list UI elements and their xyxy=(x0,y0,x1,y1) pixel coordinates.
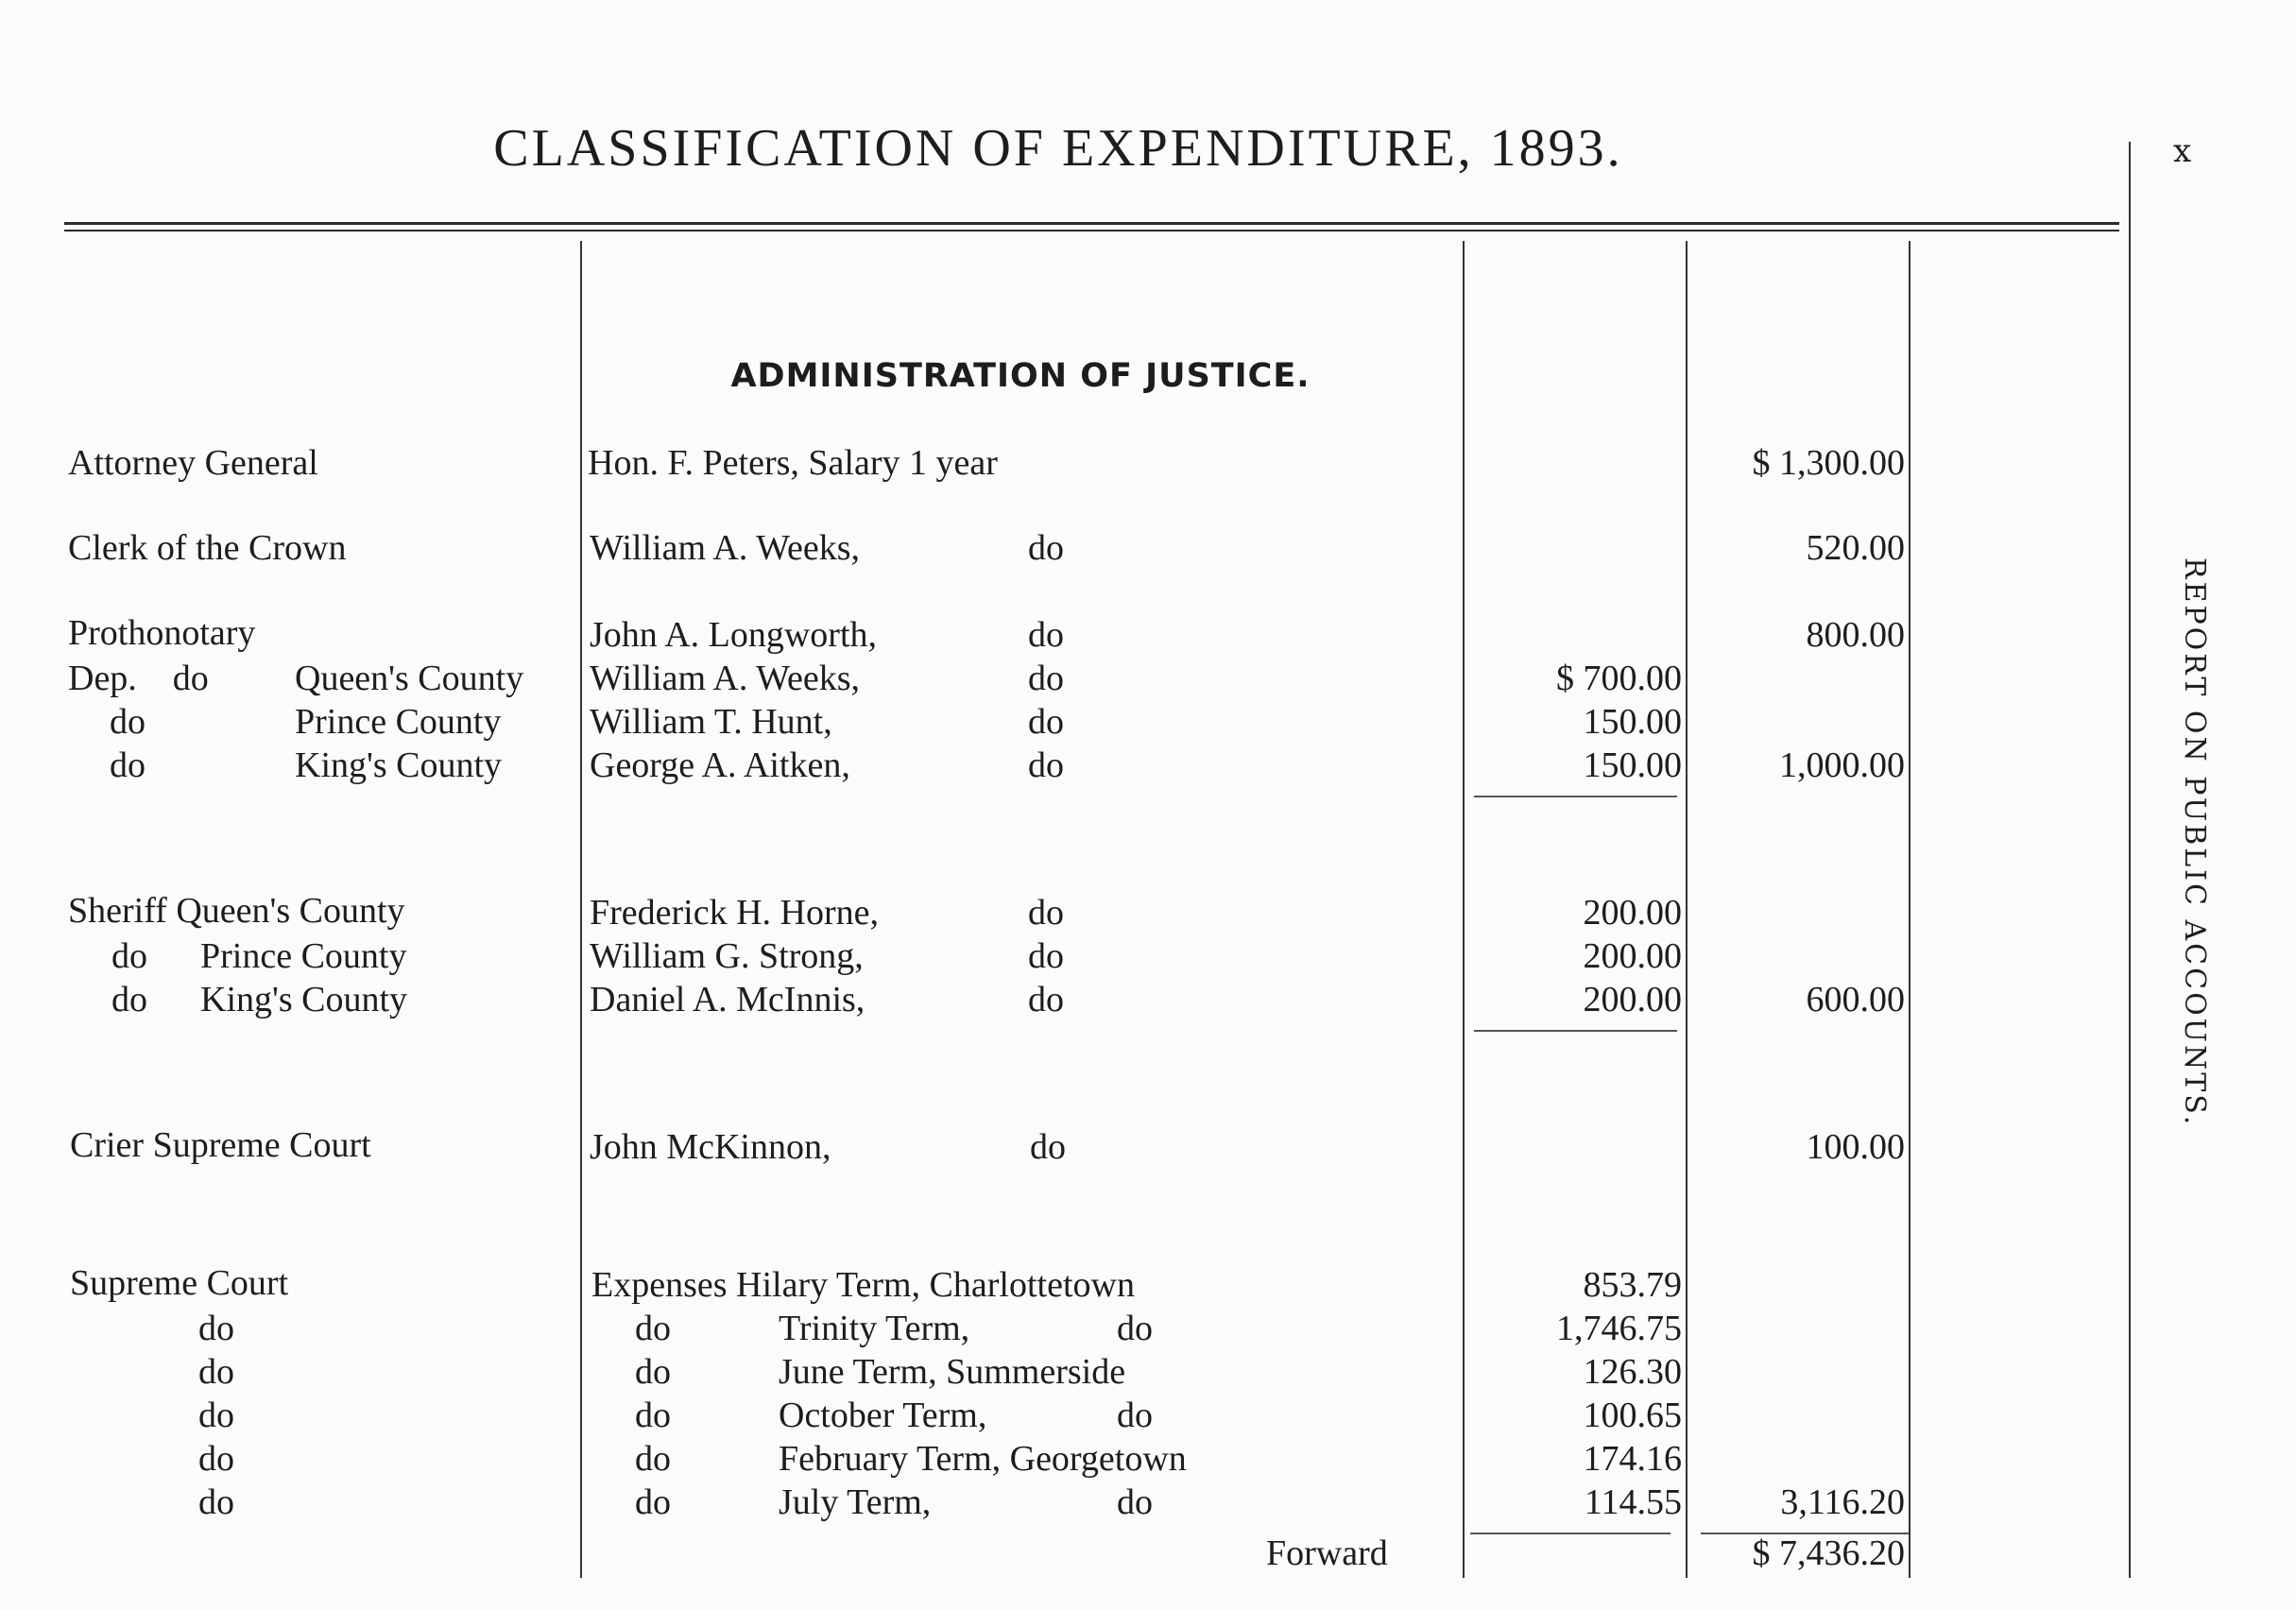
office-label: Prothonotary xyxy=(68,613,256,653)
office-label: Attorney General xyxy=(68,443,318,483)
office-label: do xyxy=(111,980,147,1019)
total-amount: 520.00 xyxy=(1806,528,1905,568)
total-amount: 600.00 xyxy=(1806,980,1905,1019)
item-amount: 200.00 xyxy=(1583,980,1682,1019)
office-label: do xyxy=(198,1309,234,1348)
item-amount: 200.00 xyxy=(1583,936,1682,976)
item-amount: 174.16 xyxy=(1583,1439,1682,1479)
office-label: do xyxy=(198,1352,234,1392)
payee-label: William G. Strong, xyxy=(590,936,864,976)
payee-label: do xyxy=(635,1439,671,1479)
payee-label: John McKinnon, xyxy=(590,1127,831,1167)
item-amount: 100.65 xyxy=(1583,1396,1682,1435)
office-label: do xyxy=(198,1396,234,1435)
forward-rule-left xyxy=(1470,1533,1671,1534)
term-label: June Term, Summerside xyxy=(779,1352,1126,1392)
sub-label: Prince County xyxy=(200,936,407,976)
payee-label: William A. Weeks, xyxy=(590,528,861,568)
ditto-mark: do xyxy=(1028,528,1064,568)
title-rule-bottom xyxy=(64,230,2119,231)
sub-label: Queen's County xyxy=(295,659,524,698)
total-amount: 3,116.20 xyxy=(1780,1482,1905,1522)
ditto-mark: do xyxy=(1028,702,1064,742)
item-amount: 150.00 xyxy=(1583,745,1682,785)
item-amount: 1,746.75 xyxy=(1556,1309,1682,1348)
payee-label: do xyxy=(635,1482,671,1522)
sub-label: Prince County xyxy=(295,702,502,742)
office-label: Supreme Court xyxy=(70,1263,289,1303)
page-marker: x xyxy=(2173,132,2192,170)
office-label: do xyxy=(110,702,146,742)
payee-label: do xyxy=(635,1352,671,1392)
place-label: do xyxy=(1117,1482,1153,1522)
term-label: July Term, xyxy=(779,1482,932,1522)
column-rule-1 xyxy=(580,241,582,1578)
office-label: do xyxy=(198,1439,234,1479)
ditto-mark: do xyxy=(1028,745,1064,785)
ditto-mark: do xyxy=(1028,980,1064,1019)
term-label: October Term, xyxy=(779,1396,987,1435)
side-running-head: REPORT ON PUBLIC ACCOUNTS. xyxy=(2178,557,2211,1128)
ditto-mark: do xyxy=(1030,1127,1066,1167)
payee-label: Hon. F. Peters, Salary 1 year xyxy=(588,443,998,483)
office-label: do xyxy=(111,936,147,976)
sub-label: King's County xyxy=(295,745,503,785)
total-amount: 100.00 xyxy=(1806,1127,1905,1167)
term-label: February Term, Georgetown xyxy=(779,1439,1187,1479)
item-amount: $ 700.00 xyxy=(1556,659,1682,698)
title-rule-top xyxy=(64,222,2119,225)
subtotal-rule xyxy=(1474,796,1677,797)
office-label: do xyxy=(198,1482,234,1522)
place-label: do xyxy=(1117,1309,1153,1348)
section-heading: ADMINISTRATION OF JUSTICE. xyxy=(730,357,1311,395)
page-border-right xyxy=(2129,142,2131,1578)
payee-label: George A. Aitken, xyxy=(590,745,850,785)
total-amount: $ 1,300.00 xyxy=(1752,443,1905,483)
forward-total: $ 7,436.20 xyxy=(1752,1533,1905,1573)
column-rule-4 xyxy=(1909,241,1910,1578)
ditto-mark: do xyxy=(1028,615,1064,655)
item-amount: 853.79 xyxy=(1583,1265,1682,1305)
forward-label: Forward xyxy=(1266,1533,1388,1573)
office-label: Clerk of the Crown xyxy=(68,528,347,568)
ditto-mark: do xyxy=(1028,936,1064,976)
payee-label: William A. Weeks, xyxy=(590,659,861,698)
office-label: Crier Supreme Court xyxy=(70,1125,371,1165)
subtotal-rule xyxy=(1474,1030,1677,1032)
payee-label: do xyxy=(635,1309,671,1348)
sub-label: King's County xyxy=(200,980,408,1019)
payee-label: John A. Longworth, xyxy=(590,615,877,655)
payee-label: Expenses Hilary Term, Charlottetown xyxy=(591,1265,1135,1305)
office-label: Dep. do xyxy=(68,659,209,698)
ditto-mark: do xyxy=(1028,893,1064,933)
office-label: Sheriff Queen's County xyxy=(68,891,405,931)
payee-label: Frederick H. Horne, xyxy=(590,893,880,933)
page-title: CLASSIFICATION OF EXPENDITURE, 1893. xyxy=(493,119,1623,178)
item-amount: 126.30 xyxy=(1583,1352,1682,1392)
item-amount: 150.00 xyxy=(1583,702,1682,742)
item-amount: 200.00 xyxy=(1583,893,1682,933)
ditto-mark: do xyxy=(1028,659,1064,698)
payee-label: Daniel A. McInnis, xyxy=(590,980,865,1019)
office-label: do xyxy=(110,745,146,785)
payee-label: do xyxy=(635,1396,671,1435)
payee-label: William T. Hunt, xyxy=(590,702,832,742)
term-label: Trinity Term, xyxy=(779,1309,970,1348)
place-label: do xyxy=(1117,1396,1153,1435)
total-amount: 1,000.00 xyxy=(1779,745,1905,785)
total-amount: 800.00 xyxy=(1806,615,1905,655)
item-amount: 114.55 xyxy=(1584,1482,1682,1522)
